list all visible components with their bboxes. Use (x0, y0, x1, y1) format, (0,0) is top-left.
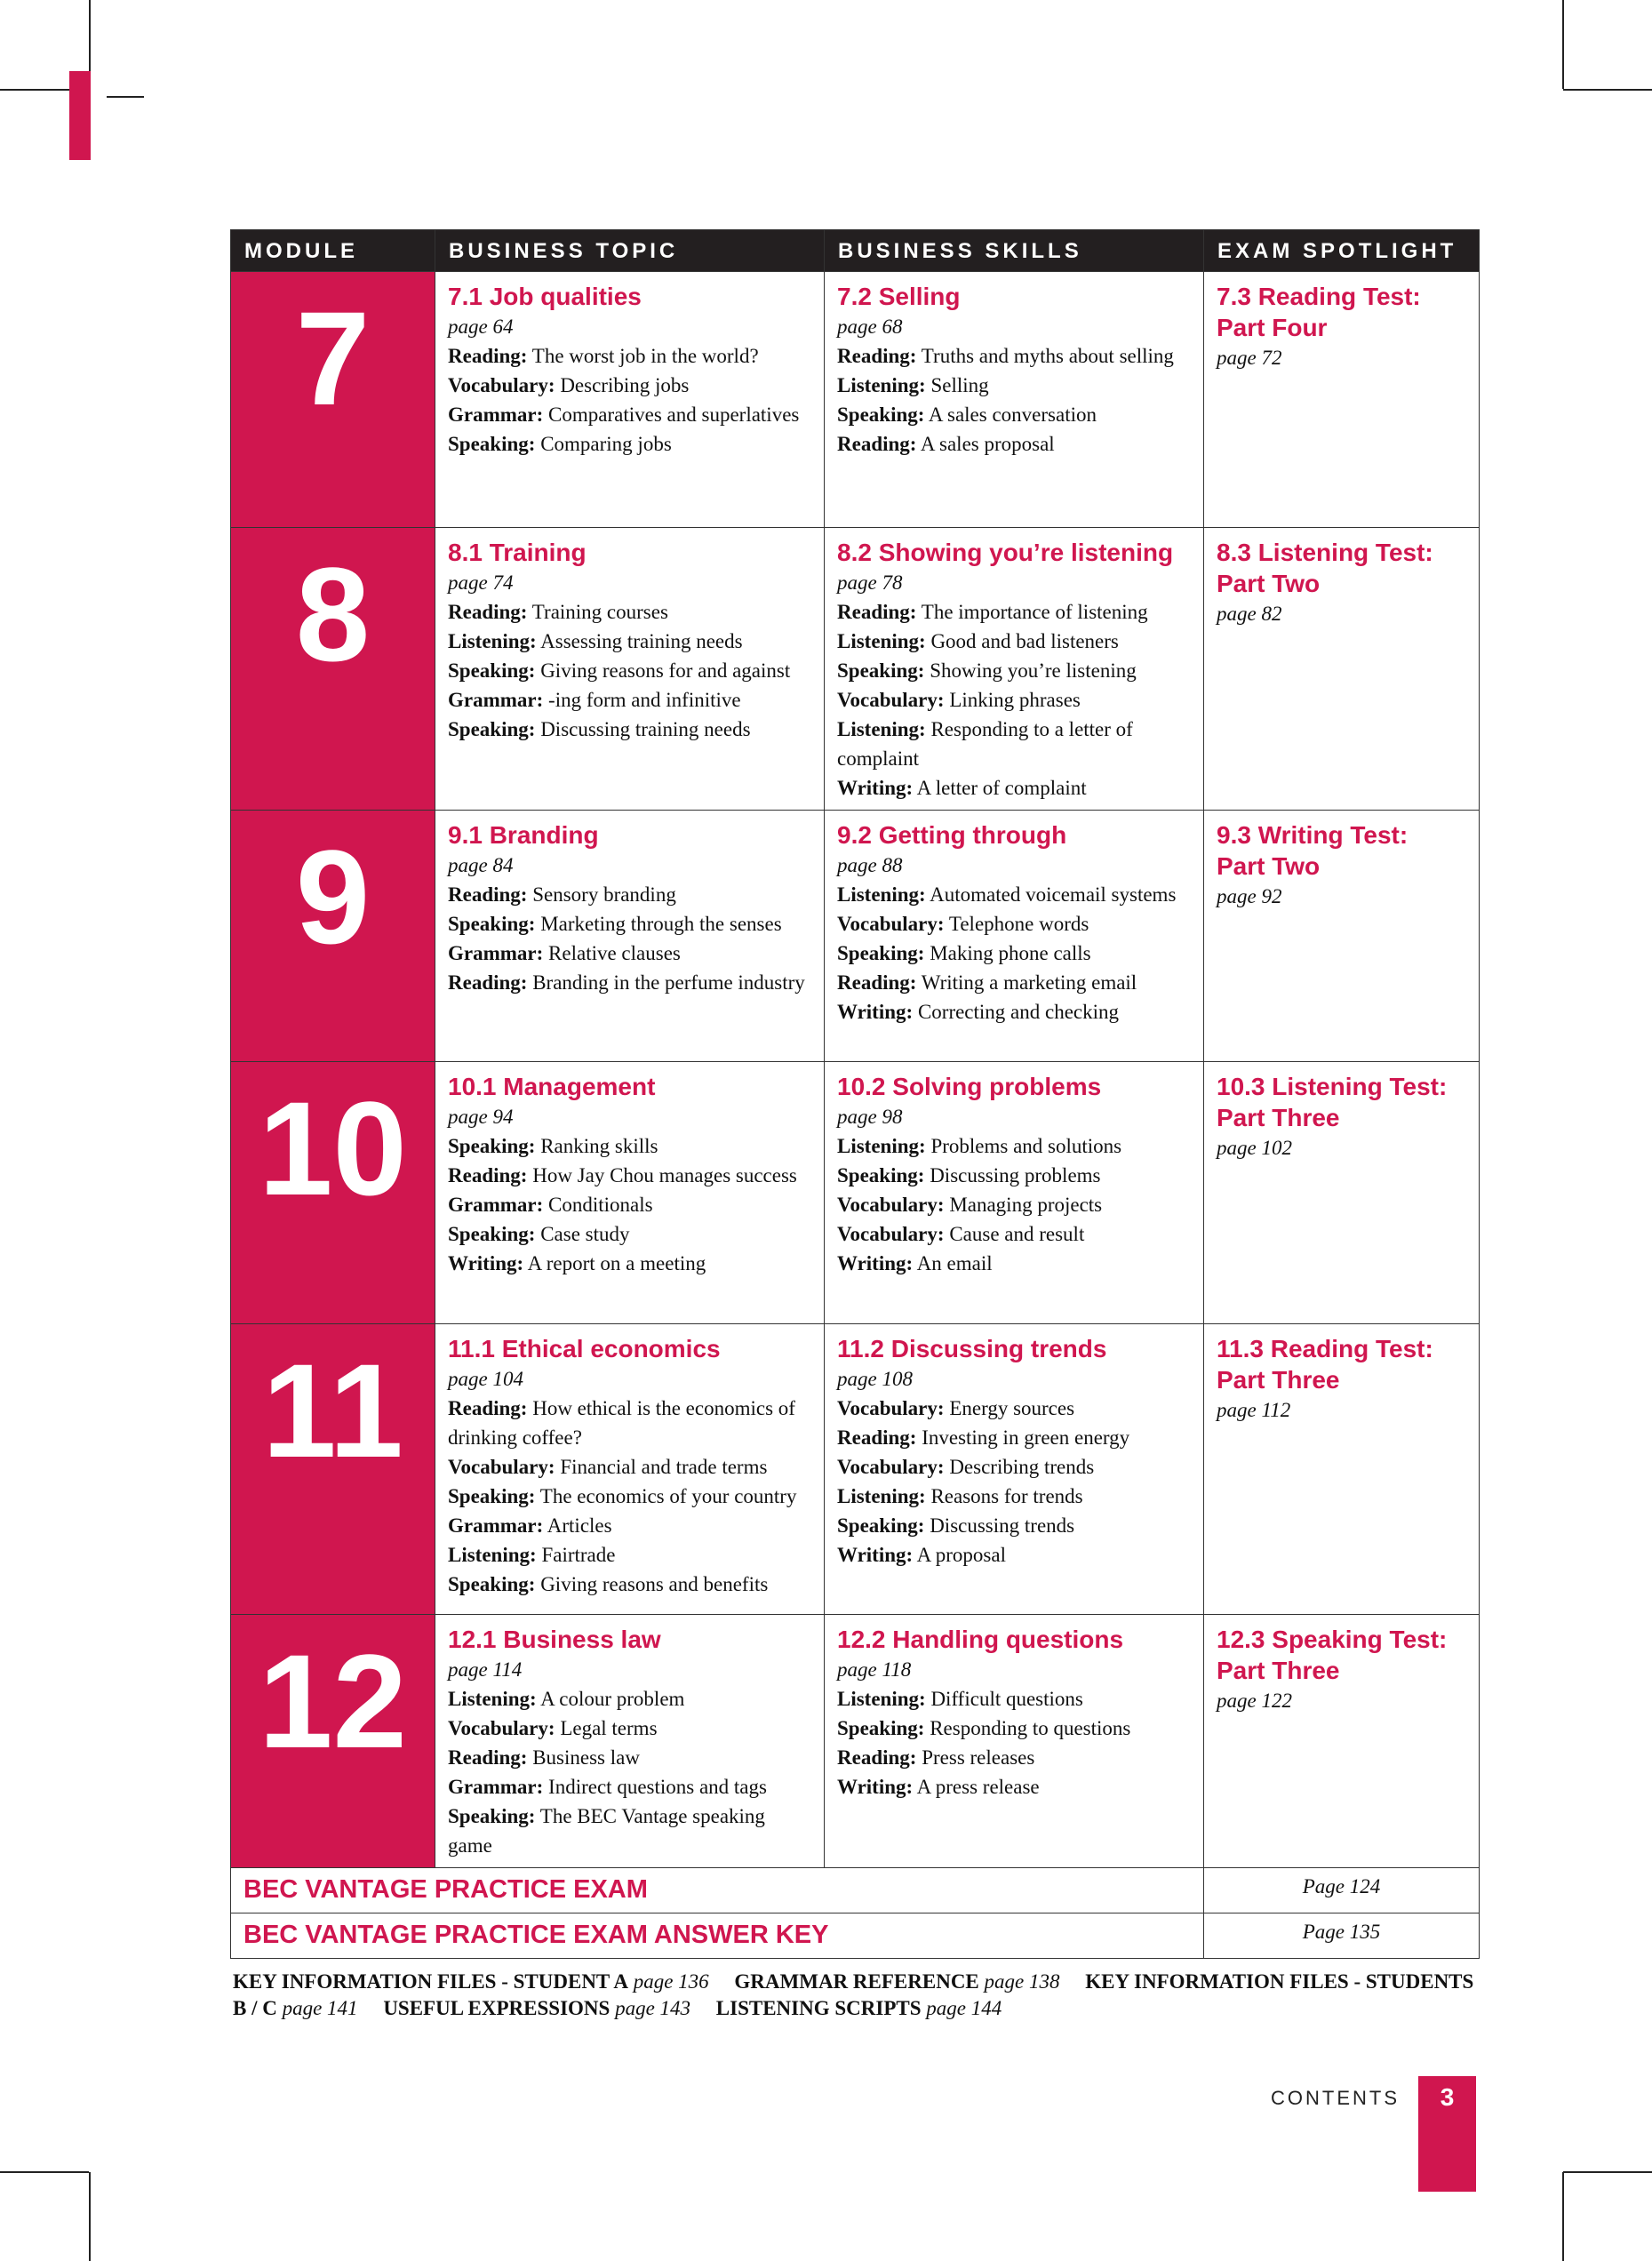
lesson-item-label: Speaking: (448, 1805, 536, 1827)
lesson-item (448, 1540, 813, 1570)
module-row (231, 1324, 1480, 1615)
contents-table (230, 229, 1480, 1959)
lesson-item (448, 909, 813, 939)
lesson-item-label: Speaking: (837, 403, 925, 426)
business-topic-cell (435, 1615, 825, 1868)
lesson-item (448, 1249, 813, 1278)
lesson-item (837, 715, 1193, 773)
exam-spotlight-cell (1204, 272, 1480, 528)
page-reference: page 98 (837, 1106, 903, 1128)
lesson-item-label: Grammar: (448, 1194, 544, 1216)
lesson-item-label: Reading: (448, 1397, 528, 1419)
appendix-label: USEFUL EXPRESSIONS (383, 1997, 611, 2019)
page-reference: page 118 (837, 1658, 912, 1681)
lesson-item-label: Reading: (837, 601, 917, 623)
lesson-item (837, 656, 1193, 685)
header-business-topic: BUSINESS TOPIC (435, 230, 825, 272)
exam-title: 9.3 Writing Test: (1217, 821, 1409, 849)
lesson-item (448, 1511, 813, 1540)
lesson-title: 10.2 Solving problems (837, 1073, 1102, 1100)
exam-title: Part Three (1217, 1657, 1340, 1684)
appendix-page: page 143 (615, 1997, 691, 2019)
lesson-item (448, 627, 813, 656)
lesson-item (448, 341, 813, 371)
lesson-item (837, 429, 1193, 459)
module-row (231, 528, 1480, 811)
lesson-item-label: Reading: (837, 433, 917, 455)
lesson-item-label: Listening: (837, 1688, 926, 1710)
lesson-item-text: Relative clauses (543, 942, 681, 964)
lesson-item (448, 656, 813, 685)
practice-exam-page: Page 135 (1204, 1913, 1480, 1959)
business-topic-cell (435, 1324, 825, 1615)
lesson-item (837, 1540, 1193, 1570)
business-topic-cell (435, 1062, 825, 1324)
appendix-page: page 138 (984, 1970, 1060, 1993)
lesson-item-text: Comparing jobs (535, 433, 672, 455)
lesson-item-label: Vocabulary: (837, 913, 945, 935)
lesson-item (837, 968, 1193, 997)
header-business-skills: BUSINESS SKILLS (825, 230, 1204, 272)
lesson-item (837, 400, 1193, 429)
lesson-item-text: A sales conversation (924, 403, 1097, 426)
lesson-item (448, 1161, 813, 1190)
lesson-item-label: Speaking: (837, 1164, 925, 1186)
lesson-item-text: Conditionals (543, 1194, 653, 1216)
lesson-item (448, 685, 813, 715)
header-module: MODULE (231, 230, 435, 272)
lesson-item-label: Speaking: (837, 1717, 925, 1739)
appendix-label: LISTENING SCRIPTS (715, 1997, 922, 2019)
lesson-item (837, 627, 1193, 656)
module-row (231, 1062, 1480, 1324)
lesson-item (837, 939, 1193, 968)
module-number: 8 (231, 528, 435, 811)
lesson-title: 12.2 Handling questions (837, 1626, 1124, 1653)
lesson-title: 11.2 Discussing trends (837, 1335, 1107, 1362)
business-skills-cell (825, 811, 1204, 1062)
lesson-item-label: Listening: (448, 630, 537, 652)
lesson-item (448, 880, 813, 909)
lesson-item-text: Branding in the perfume industry (527, 971, 805, 994)
lesson-item-label: Speaking: (448, 659, 536, 682)
lesson-item-text: Responding to a letter of complaint (837, 718, 1133, 770)
lesson-item-text: Legal terms (555, 1717, 658, 1739)
lesson-item-label: Reading: (448, 601, 528, 623)
lesson-item (837, 997, 1193, 1027)
lesson-item-text: A press release (913, 1776, 1040, 1798)
business-skills-cell (825, 1324, 1204, 1615)
lesson-item-label: Writing: (837, 1252, 914, 1274)
business-topic-cell (435, 528, 825, 811)
lesson-item-text: Fairtrade (536, 1544, 616, 1566)
page-reference: page 94 (448, 1106, 514, 1128)
lesson-item (837, 1452, 1193, 1482)
header-exam-spotlight: EXAM SPOTLIGHT (1204, 230, 1480, 272)
lesson-item-label: Speaking: (837, 1514, 925, 1537)
lesson-item-text: Selling (925, 374, 989, 396)
lesson-item (837, 1743, 1193, 1772)
lesson-item-label: Reading: (837, 1746, 917, 1769)
lesson-item-text: Cause and result (944, 1223, 1085, 1245)
exam-spotlight-cell (1204, 1615, 1480, 1868)
lesson-item-label: Speaking: (448, 718, 536, 740)
lesson-item-text: Discussing training needs (535, 718, 751, 740)
crop-mark (1562, 0, 1564, 89)
lesson-item-text: Training courses (527, 601, 668, 623)
exam-title: 11.3 Reading Test: (1217, 1335, 1433, 1362)
lesson-item-text: A colour problem (536, 1688, 685, 1710)
lesson-item-label: Listening: (837, 374, 926, 396)
lesson-title: 12.1 Business law (448, 1626, 661, 1653)
lesson-item-text: Case study (535, 1223, 630, 1245)
lesson-item (448, 1219, 813, 1249)
lesson-item-label: Listening: (837, 1135, 926, 1157)
crop-mark (1563, 89, 1652, 91)
appendix-list (233, 1969, 1477, 2022)
lesson-item-label: Speaking: (448, 913, 536, 935)
lesson-item-text: Investing in green energy (916, 1426, 1130, 1449)
page-reference: page 82 (1217, 603, 1282, 625)
lesson-item (448, 400, 813, 429)
lesson-item-text: Business law (527, 1746, 640, 1769)
lesson-item-text: Articles (543, 1514, 612, 1537)
lesson-item (837, 1249, 1193, 1278)
lesson-item-label: Speaking: (448, 1223, 536, 1245)
lesson-item-text: Linking phrases (944, 689, 1081, 711)
crop-mark (1562, 2172, 1564, 2261)
module-number: 11 (231, 1324, 435, 1615)
module-row (231, 811, 1480, 1062)
lesson-item-label: Vocabulary: (837, 1223, 945, 1245)
lesson-item-text: Discussing trends (924, 1514, 1075, 1537)
lesson-item-label: Listening: (448, 1544, 537, 1566)
lesson-item (448, 1394, 813, 1452)
lesson-item-text: Assessing training needs (536, 630, 743, 652)
lesson-item-text: Giving reasons and benefits (535, 1573, 769, 1595)
practice-exam-page: Page 124 (1204, 1868, 1480, 1913)
lesson-item-label: Speaking: (837, 659, 925, 682)
page-reference: page 122 (1217, 1690, 1292, 1712)
lesson-title: 9.2 Getting through (837, 821, 1067, 849)
lesson-item-text: Ranking skills (535, 1135, 658, 1157)
lesson-item (837, 1131, 1193, 1161)
lesson-item-text: Describing trends (944, 1456, 1095, 1478)
lesson-item (448, 1684, 813, 1714)
lesson-item-label: Listening: (837, 630, 926, 652)
business-skills-cell (825, 528, 1204, 811)
practice-exam-row (231, 1913, 1480, 1959)
crop-mark (89, 2172, 91, 2261)
exam-title: 10.3 Listening Test: (1217, 1073, 1448, 1100)
lesson-item (837, 909, 1193, 939)
lesson-item (448, 429, 813, 459)
lesson-item-label: Reading: (837, 1426, 917, 1449)
lesson-item-label: Reading: (448, 345, 528, 367)
lesson-item-text: An email (913, 1252, 993, 1274)
lesson-item (837, 880, 1193, 909)
lesson-item-label: Reading: (837, 345, 917, 367)
lesson-item-text: A letter of complaint (913, 777, 1087, 799)
lesson-item (837, 341, 1193, 371)
lesson-item-text: Truths and myths about selling (916, 345, 1174, 367)
module-number: 9 (231, 811, 435, 1062)
lesson-item-label: Listening: (837, 718, 926, 740)
lesson-item-label: Writing: (837, 1544, 914, 1566)
exam-spotlight-cell (1204, 1324, 1480, 1615)
lesson-item (448, 1131, 813, 1161)
lesson-item-text: Managing projects (944, 1194, 1103, 1216)
lesson-item (448, 1190, 813, 1219)
lesson-item-text: The worst job in the world? (527, 345, 759, 367)
page-reference: page 114 (448, 1658, 523, 1681)
page-reference: page 74 (448, 571, 514, 594)
lesson-item-label: Grammar: (448, 942, 544, 964)
lesson-item-text: How Jay Chou manages success (527, 1164, 797, 1186)
lesson-item-text: Indirect questions and tags (543, 1776, 767, 1798)
lesson-item-label: Reading: (448, 883, 528, 906)
lesson-item (448, 1772, 813, 1802)
lesson-title: 8.2 Showing you’re listening (837, 539, 1174, 566)
lesson-item (837, 597, 1193, 627)
practice-exam-label: BEC VANTAGE PRACTICE EXAM (231, 1868, 1204, 1913)
lesson-item-label: Reading: (448, 971, 528, 994)
lesson-item-label: Grammar: (448, 403, 544, 426)
lesson-item-text: How ethical is the economics of drinking coffee? (448, 1397, 795, 1449)
lesson-item-label: Vocabulary: (837, 1456, 945, 1478)
lesson-item-label: Grammar: (448, 689, 544, 711)
lesson-item (837, 371, 1193, 400)
page-reference: page 102 (1217, 1137, 1292, 1159)
lesson-item-text: Reasons for trends (925, 1485, 1083, 1507)
crop-mark (1563, 2171, 1652, 2173)
lesson-item-label: Listening: (837, 883, 926, 906)
lesson-item (448, 1743, 813, 1772)
appendix-label: GRAMMAR REFERENCE (734, 1970, 979, 1993)
exam-title: 12.3 Speaking Test: (1217, 1626, 1448, 1653)
lesson-item (448, 1570, 813, 1599)
lesson-title: 11.1 Ethical economics (448, 1335, 721, 1362)
lesson-item-text: Comparatives and superlatives (543, 403, 800, 426)
lesson-title: 7.1 Job qualities (448, 283, 642, 310)
lesson-item-label: Writing: (448, 1252, 524, 1274)
exam-spotlight-cell (1204, 1062, 1480, 1324)
lesson-item-text: Sensory branding (527, 883, 676, 906)
lesson-item-text: Describing jobs (555, 374, 690, 396)
lesson-item (837, 1714, 1193, 1743)
lesson-item-text: Good and bad listeners (925, 630, 1119, 652)
appendix-label: KEY INFORMATION FILES - STUDENTS B / C (233, 1970, 1474, 2019)
lesson-item (448, 715, 813, 744)
lesson-item-label: Reading: (837, 971, 917, 994)
page-reference: page 64 (448, 316, 514, 338)
lesson-item-text: Marketing through the senses (535, 913, 782, 935)
page-reference: page 68 (837, 316, 903, 338)
appendix-label: KEY INFORMATION FILES - STUDENT A (233, 1970, 628, 1993)
crop-mark (0, 2171, 89, 2173)
lesson-item (837, 1190, 1193, 1219)
page-reference: page 84 (448, 854, 514, 876)
lesson-item-text: A sales proposal (916, 433, 1055, 455)
exam-title: Part Three (1217, 1366, 1340, 1394)
lesson-item (837, 1423, 1193, 1452)
page-number: 3 (1418, 2076, 1476, 2192)
lesson-item-text: A report on a meeting (523, 1252, 706, 1274)
lesson-item (448, 1452, 813, 1482)
lesson-item-text: Financial and trade terms (555, 1456, 768, 1478)
lesson-item-label: Speaking: (448, 1135, 536, 1157)
lesson-item-text: Problems and solutions (925, 1135, 1122, 1157)
lesson-item-text: Correcting and checking (913, 1001, 1120, 1023)
lesson-title: 7.2 Selling (837, 283, 961, 310)
section-tab-mark (69, 71, 91, 160)
exam-spotlight-cell (1204, 811, 1480, 1062)
lesson-item (448, 597, 813, 627)
lesson-title: 8.1 Training (448, 539, 587, 566)
lesson-item (448, 1714, 813, 1743)
lesson-item (837, 1684, 1193, 1714)
page-reference: page 104 (448, 1368, 523, 1390)
appendix-page: page 141 (282, 1997, 358, 2019)
exam-title: Part Four (1217, 314, 1328, 341)
lesson-item-label: Writing: (837, 1776, 914, 1798)
module-number: 12 (231, 1615, 435, 1868)
practice-exam-row (231, 1868, 1480, 1913)
lesson-item (448, 1482, 813, 1511)
lesson-item-label: Reading: (448, 1164, 528, 1186)
lesson-item-label: Vocabulary: (448, 1717, 555, 1739)
business-skills-cell (825, 1615, 1204, 1868)
crop-mark (107, 96, 144, 98)
business-skills-cell (825, 272, 1204, 528)
page-reference: page 92 (1217, 885, 1282, 907)
lesson-item-label: Speaking: (448, 1485, 536, 1507)
lesson-item (448, 1802, 813, 1860)
exam-title: 7.3 Reading Test: (1217, 283, 1421, 310)
lesson-item-label: Writing: (837, 777, 914, 799)
contents-label: CONTENTS (1271, 2087, 1400, 2109)
business-topic-cell (435, 272, 825, 528)
lesson-item-text: Telephone words (944, 913, 1089, 935)
lesson-item (448, 371, 813, 400)
lesson-item (448, 968, 813, 997)
lesson-item (837, 1161, 1193, 1190)
lesson-item-text: Energy sources (944, 1397, 1075, 1419)
module-number: 7 (231, 272, 435, 528)
lesson-item-label: Listening: (448, 1688, 537, 1710)
lesson-item-text: The BEC Vantage speaking game (448, 1805, 765, 1857)
lesson-item (837, 685, 1193, 715)
lesson-item-text: Automated voicemail systems (925, 883, 1177, 906)
lesson-item (837, 1219, 1193, 1249)
lesson-item-label: Vocabulary: (448, 1456, 555, 1478)
lesson-item (448, 939, 813, 968)
lesson-item-text: -ing form and infinitive (543, 689, 741, 711)
lesson-item (837, 1482, 1193, 1511)
exam-spotlight-cell (1204, 528, 1480, 811)
lesson-item-text: Responding to questions (924, 1717, 1131, 1739)
lesson-item-label: Vocabulary: (448, 374, 555, 396)
business-topic-cell (435, 811, 825, 1062)
lesson-item (837, 1394, 1193, 1423)
lesson-item-text: The economics of your country (535, 1485, 797, 1507)
lesson-item-label: Speaking: (448, 433, 536, 455)
page-reference: page 72 (1217, 347, 1282, 369)
module-row (231, 272, 1480, 528)
exam-title: Part Two (1217, 570, 1321, 597)
exam-title: 8.3 Listening Test: (1217, 539, 1433, 566)
lesson-item-text: Giving reasons for and against (535, 659, 791, 682)
practice-exam-label: BEC VANTAGE PRACTICE EXAM ANSWER KEY (231, 1913, 1204, 1959)
lesson-item (837, 773, 1193, 803)
business-skills-cell (825, 1062, 1204, 1324)
exam-title: Part Two (1217, 852, 1321, 880)
lesson-item-text: Discussing problems (924, 1164, 1101, 1186)
module-number: 10 (231, 1062, 435, 1324)
lesson-item-label: Reading: (448, 1746, 528, 1769)
lesson-item-label: Vocabulary: (837, 1194, 945, 1216)
lesson-item-text: A proposal (913, 1544, 1006, 1566)
lesson-item-text: Making phone calls (924, 942, 1091, 964)
lesson-title: 10.1 Management (448, 1073, 656, 1100)
lesson-item-text: Press releases (916, 1746, 1035, 1769)
lesson-item-text: Showing you’re listening (924, 659, 1137, 682)
lesson-item-label: Speaking: (448, 1573, 536, 1595)
lesson-title: 9.1 Branding (448, 821, 599, 849)
lesson-item-label: Writing: (837, 1001, 914, 1023)
lesson-item-label: Speaking: (837, 942, 925, 964)
lesson-item (837, 1511, 1193, 1540)
page-reference: page 78 (837, 571, 903, 594)
appendix-page: page 144 (926, 1997, 1002, 2019)
lesson-item (837, 1772, 1193, 1802)
lesson-item-label: Grammar: (448, 1776, 544, 1798)
lesson-item-label: Vocabulary: (837, 689, 945, 711)
page-reference: page 112 (1217, 1399, 1291, 1421)
lesson-item-text: Difficult questions (925, 1688, 1083, 1710)
exam-title: Part Three (1217, 1104, 1340, 1131)
page-reference: page 108 (837, 1368, 913, 1390)
module-row (231, 1615, 1480, 1868)
lesson-item-label: Vocabulary: (837, 1397, 945, 1419)
page-reference: page 88 (837, 854, 903, 876)
lesson-item-label: Grammar: (448, 1514, 544, 1537)
lesson-item-label: Listening: (837, 1485, 926, 1507)
lesson-item-text: Writing a marketing email (916, 971, 1137, 994)
lesson-item-text: The importance of listening (916, 601, 1148, 623)
appendix-page: page 136 (633, 1970, 709, 1993)
